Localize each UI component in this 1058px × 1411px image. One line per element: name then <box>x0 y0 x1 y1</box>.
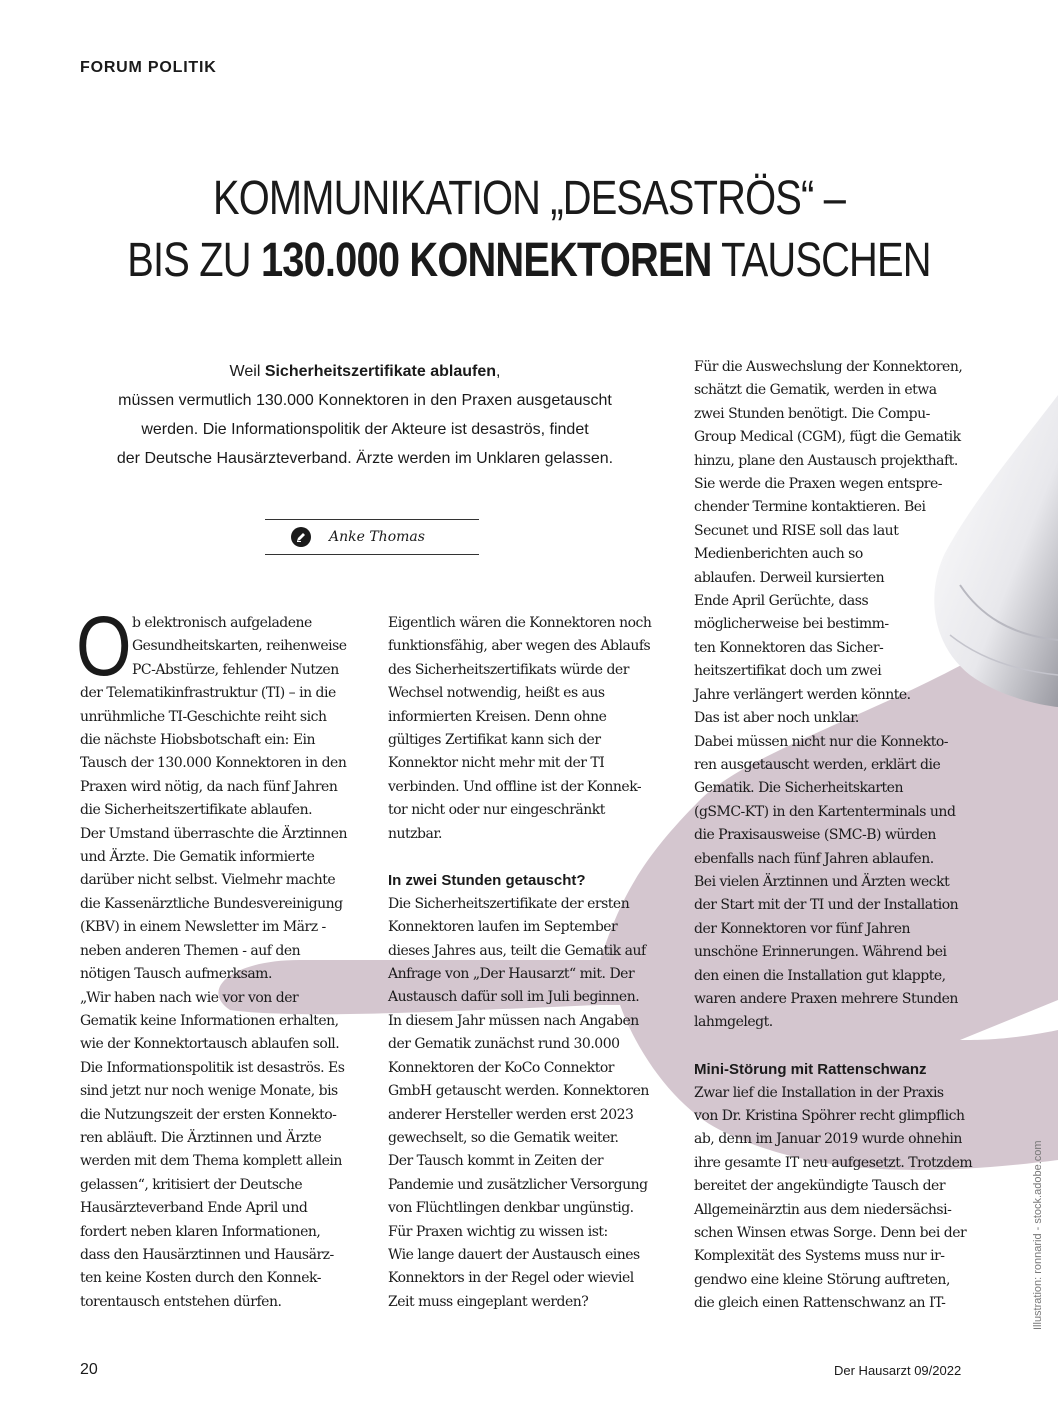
lead-line: werden. Die Informationspolitik der Akteure ist desaströs, findet <box>141 421 589 438</box>
dropcap: O <box>76 599 132 693</box>
headline-line-1: KOMMUNIKATION „DESASTRÖS“ – <box>212 172 846 225</box>
article-line: ren ausgetauscht werden, erklärt die <box>694 756 941 773</box>
article-line: Zeit muss eingeplant werden? <box>388 1293 589 1310</box>
article-line: Der Umstand überraschte die Ärztinnen <box>80 825 348 842</box>
article-line: die Praxisausweise (SMC-B) würden <box>694 827 936 844</box>
article-line: heitszertifikat doch um zwei <box>694 663 882 680</box>
article-line: lahmgelegt. <box>694 1014 773 1031</box>
article-line: die Sicherheitszertifikate ablaufen. <box>80 802 313 819</box>
article-line: Konnektoren der KoCo Connektor <box>388 1059 614 1076</box>
article-line: die Nutzungszeit der ersten Konnekto- <box>80 1106 337 1123</box>
lead-line-1-pre: Weil <box>229 363 265 380</box>
article-line: In diesem Jahr müssen nach Angaben <box>388 1012 639 1029</box>
article-line: Sie werde die Praxen wegen entspre- <box>694 476 943 493</box>
headline-line-2-post: TAUSCHEN <box>711 234 931 287</box>
article-line: Hausärzteverband Ende April und <box>80 1200 308 1217</box>
paragraph-gap <box>694 1035 972 1058</box>
article-line: Für die Auswechslung der Konnektoren, <box>694 359 963 375</box>
article-line: hinzu, plane den Austausch projekthaft. <box>694 452 958 469</box>
article-line: des Sicherheitszertifikats würde der <box>388 661 629 678</box>
publication-info: Der Hausarzt 09/2022 <box>834 1363 962 1378</box>
article-line: Austausch dafür soll im Juli beginnen. <box>388 989 640 1006</box>
page-number: 20 <box>80 1361 98 1378</box>
article-line: bereitet der angekündigte Tausch der <box>694 1178 946 1195</box>
article-line: zwei Stunden benötigt. Die Compu- <box>694 405 930 422</box>
article-line: Konnektors in der Regel oder wieviel <box>388 1270 634 1287</box>
article-line: ten Konnektoren das Sicher- <box>694 639 884 656</box>
article-line: Zwar lief die Installation in der Praxis <box>694 1084 944 1101</box>
illustration-credit: Illustration: ronnarid - stock.adobe.com <box>1032 1140 1044 1330</box>
article-line: Group Medical (CGM), fügt die Gematik <box>694 429 961 446</box>
article-line: der Start mit der TI und der Installation <box>694 897 959 914</box>
article-line: ablaufen. Derweil kursierten <box>694 569 885 586</box>
article-line: Gematik keine Informationen erhalten, <box>80 1012 339 1029</box>
article-line: der Konnektoren vor fünf Jahren <box>694 920 910 937</box>
lead-line: der Deutsche Hausärzteverband. Ärzte werden im Unklaren gelassen. <box>116 450 614 467</box>
subheading: Mini-Störung mit Rattenschwanz <box>694 1061 927 1079</box>
article-line: Praxen wird nötig, da nach fünf Jahren <box>80 778 338 795</box>
article-line: nutzbar. <box>388 825 442 842</box>
article-column-2 <box>388 612 651 1314</box>
subheading: In zwei Stunden getauscht? <box>388 872 586 890</box>
article-line: ten keine Kosten durch den Konnek- <box>80 1270 321 1287</box>
article-line: „Wir haben nach wie vor von der <box>80 989 299 1006</box>
article-line: möglicherweise bei bestimm- <box>694 616 889 633</box>
article-line: Dabei müssen nicht nur die Konnekto- <box>694 733 949 750</box>
article-line: wie der Konnektortausch ablaufen soll. <box>80 1036 340 1053</box>
article-line: dass den Hausärztinnen und Hausärz- <box>80 1246 334 1263</box>
article-line: Komplexität des Systems muss nur ir- <box>694 1248 945 1265</box>
article-line: (gSMC-KT) in den Kartenterminals und <box>694 803 956 820</box>
article-line: gültiges Zertifikat kann sich der <box>388 732 601 749</box>
article-line: gendwo eine kleine Störung auftreten, <box>694 1271 950 1288</box>
lead-line <box>80 357 650 386</box>
article-line: GmbH getauscht werden. Konnektoren <box>388 1083 649 1100</box>
article-line: anderer Hersteller werden erst 2023 <box>388 1106 634 1123</box>
article-column-1 <box>80 612 347 1314</box>
article-line: darüber nicht selbst. Vielmehr machte <box>80 872 336 889</box>
article-line: ebenfalls nach fünf Jahren ablaufen. <box>694 850 934 867</box>
article-line: der Telematikinfrastruktur (TI) – in die <box>80 685 336 702</box>
article-line: von Flüchtlingen denkbar ungünstig. <box>388 1200 634 1217</box>
article-line: Die Informationspolitik ist desaströs. Es <box>80 1059 345 1076</box>
article-line: Konnektoren laufen im September <box>388 919 618 936</box>
article-line: den einen die Installation gut klappte, <box>694 967 946 984</box>
article-line: Wie lange dauert der Austausch eines <box>388 1246 640 1263</box>
article-line: Allgemeinärztin aus dem niedersächsi- <box>694 1201 952 1218</box>
article-line: waren andere Praxen mehrere Stunden <box>694 990 958 1007</box>
article-line: gewechselt, so die Gematik weiter. <box>388 1129 619 1146</box>
article-line: neben anderen Themen - auf den <box>80 942 301 959</box>
article-line: funktionsfähig, aber wegen des Ablaufs <box>388 638 651 655</box>
article-line: Tausch der 130.000 Konnektoren in den <box>80 755 347 772</box>
article-line: die Kassenärztliche Bundesvereinigung <box>80 895 343 912</box>
article-line: die nächste Hiobsbotschaft ein: Ein <box>80 732 316 749</box>
article-line: Medienberichten auch so <box>694 546 863 563</box>
headline-line-2-pre: BIS ZU <box>127 234 261 287</box>
article-line: Secunet und RISE soll das laut <box>694 522 899 539</box>
article-line: b elektronisch aufgeladene <box>132 615 312 631</box>
lead-line-1-post: , <box>496 363 501 380</box>
article-line: torentausch entstehen dürfen. <box>80 1293 282 1310</box>
article-column-3 <box>694 356 972 1316</box>
article-line: schätzt die Gematik, werden in etwa <box>694 382 937 399</box>
headline-line-2-bold: 130.000 KONNEKTOREN <box>260 234 712 287</box>
article-line: Gesundheitskarten, reihenweise <box>132 638 347 655</box>
section-label: FORUM POLITIK <box>80 59 217 76</box>
article-line: unschöne Erinnerungen. Während bei <box>694 944 947 961</box>
article-line: Konnektor nicht mehr mit der TI <box>388 755 605 772</box>
article-line: informierten Kreisen. Denn ohne <box>388 708 607 725</box>
article-line: der Gematik zunächst rund 30.000 <box>388 1036 620 1053</box>
article-line: Für Praxen wichtig zu wissen ist: <box>388 1223 608 1240</box>
pen-icon <box>291 527 311 547</box>
article-line: Das ist aber noch unklar. <box>694 710 859 727</box>
article-line: tor nicht oder nur eingeschränkt <box>388 802 605 819</box>
author-name: Anke Thomas <box>329 529 425 545</box>
headline-line-2 <box>90 230 968 292</box>
article-line: verbinden. Und offline ist der Konnek- <box>388 778 642 795</box>
article-line: (KBV) in einem Newsletter im März - <box>80 919 326 936</box>
article-line: Gematik. Die Sicherheitskarten <box>694 780 903 797</box>
article-line: sind jetzt nur noch wenige Monate, bis <box>80 1083 338 1100</box>
article-line: dieses Jahres aus, teilt die Gematik auf <box>388 942 646 959</box>
article-line: nötigen Tausch aufmerksam. <box>80 966 272 983</box>
article-line: von Dr. Kristina Spöhrer recht glimpflich <box>694 1107 965 1124</box>
article-line: ren abläuft. Die Ärztinnen und Ärzte <box>80 1129 322 1146</box>
headline <box>90 168 968 292</box>
lead-line-1-bold: Sicherheitszertifikate ablaufen <box>264 363 496 380</box>
lead-paragraph <box>80 357 650 473</box>
article-line: ab, denn im Januar 2019 wurde ohnehin <box>694 1131 962 1148</box>
article-line: gelassen“, kritisiert der Deutsche <box>80 1176 303 1193</box>
article-line: ihre gesamte IT neu aufgesetzt. Trotzdem <box>694 1154 973 1171</box>
article-line: Bei vielen Ärztinnen und Ärzten weckt <box>694 873 950 890</box>
paragraph-gap <box>388 846 651 869</box>
article-line: Die Sicherheitszertifikate der ersten <box>388 895 630 912</box>
article-line: fordert neben klaren Informationen, <box>80 1223 321 1240</box>
article-line: Anfrage von „Der Hausarzt“ mit. Der <box>388 966 635 983</box>
article-line: und Ärzte. Die Gematik informierte <box>80 849 315 866</box>
article-line: Ende April Gerüchte, dass <box>694 593 869 610</box>
article-line: werden mit dem Thema komplett allein <box>80 1153 342 1170</box>
article-line: Wechsel notwendig, heißt es aus <box>388 685 605 702</box>
article-line: Eigentlich wären die Konnektoren noch <box>388 615 652 631</box>
article-line: schen Winsen etwas Sorge. Denn bei der <box>694 1225 967 1242</box>
article-line: chender Termine kontaktieren. Bei <box>694 499 926 516</box>
article-line: PC-Abstürze, fehlender Nutzen <box>132 661 339 678</box>
article-line: Der Tausch kommt in Zeiten der <box>388 1153 604 1170</box>
article-line: unrühmliche TI-Geschichte reiht sich <box>80 708 327 725</box>
article-line: die gleich einen Rattenschwanz an IT- <box>694 1295 946 1312</box>
lead-line: müssen vermutlich 130.000 Konnektoren in den Praxen ausgetauscht <box>118 392 612 409</box>
article-line: Jahre verlängert werden könnte. <box>694 686 911 703</box>
article-line: Pandemie und zusätzlicher Versorgung <box>388 1176 648 1193</box>
author-byline <box>265 519 479 555</box>
